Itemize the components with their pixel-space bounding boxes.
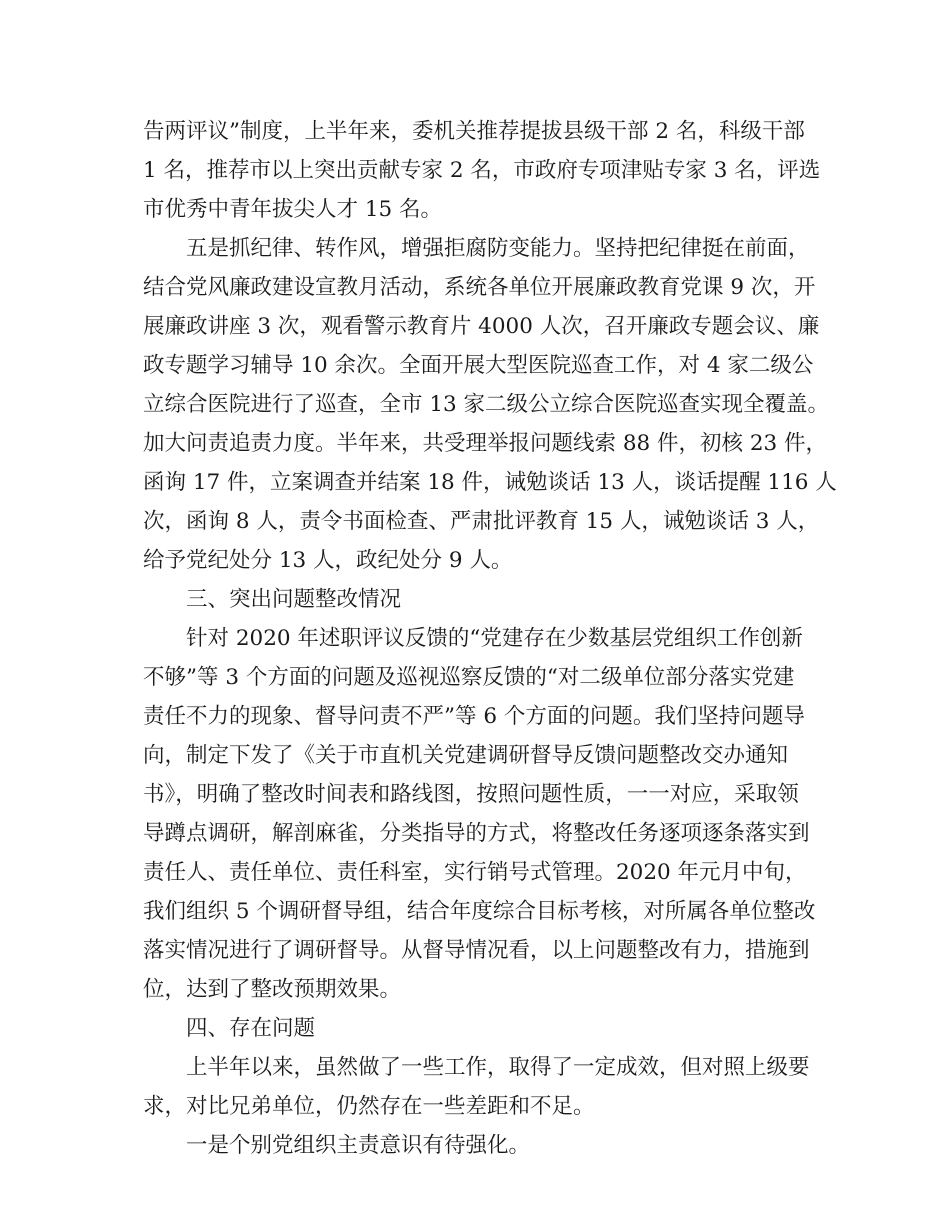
paragraph-rectification bbox=[143, 619, 823, 1009]
text-line: 向，制定下发了《关于市直机关党建调研督导反馈问题整改交办通知 bbox=[143, 743, 789, 768]
text-line: 不够”等 3 个方面的问题及巡视巡察反馈的“对二级单位部分落实党建 bbox=[143, 665, 795, 690]
text-line: 结合党风廉政建设宣教月活动，系统各单位开展廉政教育党课 9 次，开 bbox=[143, 275, 816, 300]
text-line: 五是抓纪律、转作风，增强拒腐防变能力。坚持把纪律挺在前面， bbox=[186, 236, 810, 261]
text-line: 立综合医院进行了巡查，全市 13 家二级公立综合医院巡查实现全覆盖。 bbox=[143, 392, 830, 417]
text-line: 1 名，推荐市以上突出贡献专家 2 名，市政府专项津贴专家 3 名，评选 bbox=[143, 158, 821, 183]
text-line: 责任不力的现象、督导问责不严”等 6 个方面的问题。我们坚持问题导 bbox=[143, 704, 805, 729]
heading-line: 四、存在问题 bbox=[186, 1016, 316, 1041]
text-line: 针对 2020 年述职评议反馈的“党建存在少数基层党组织工作创新 bbox=[186, 626, 803, 651]
paragraph-problems bbox=[143, 1048, 823, 1126]
section-heading-problems bbox=[143, 1009, 823, 1048]
text-line: 函询 17 件，立案调查并结案 18 件，诫勉谈话 13 人，谈话提醒 116 人 bbox=[143, 470, 837, 495]
paragraph-discipline bbox=[143, 229, 837, 580]
text-line: 次，函询 8 人，责令书面检查、严肃批评教育 15 人，诫勉谈话 3 人， bbox=[143, 509, 820, 534]
text-line: 位，达到了整改预期效果。 bbox=[143, 977, 402, 1002]
text-line: 责任人、责任单位、责任科室，实行销号式管理。2020 年元月中旬， bbox=[143, 860, 807, 885]
section-heading-rectification bbox=[143, 580, 823, 619]
text-line: 展廉政讲座 3 次，观看警示教育片 4000 人次，召开廉政专题会议、廉 bbox=[143, 314, 820, 339]
document-body bbox=[143, 112, 837, 1165]
paragraph-first-problem bbox=[143, 1126, 823, 1165]
text-line: 我们组织 5 个调研督导组，结合年度综合目标考核，对所属各单位整改 bbox=[143, 899, 816, 924]
text-line: 导蹲点调研，解剖麻雀，分类指导的方式，将整改任务逐项逐条落实到 bbox=[143, 821, 810, 846]
text-line: 落实情况进行了调研督导。从督导情况看，以上问题整改有力，措施到 bbox=[143, 938, 810, 963]
text-line: 政专题学习辅导 10 余次。全面开展大型医院巡查工作，对 4 家二级公 bbox=[143, 353, 814, 378]
text-line: 书》，明确了整改时间表和路线图，按照问题性质，一一对应，采取领 bbox=[143, 782, 799, 807]
text-line: 加大问责追责力度。半年来，共受理举报问题线索 88 件，初核 23 件， bbox=[143, 431, 828, 456]
text-line: 一是个别党组织主责意识有待强化。 bbox=[186, 1133, 531, 1158]
text-line: 给予党纪处分 13 人，政纪处分 9 人。 bbox=[143, 548, 513, 573]
text-line: 上半年以来，虽然做了一些工作，取得了一定成效，但对照上级要 bbox=[186, 1055, 810, 1080]
text-line: 求，对比兄弟单位，仍然存在一些差距和不足。 bbox=[143, 1094, 595, 1119]
text-line: 市优秀中青年拔尖人才 15 名。 bbox=[143, 197, 443, 222]
paragraph-continuation bbox=[143, 112, 823, 229]
heading-line: 三、突出问题整改情况 bbox=[186, 587, 402, 612]
text-line: 告两评议”制度，上半年来，委机关推荐提拔县级干部 2 名，科级干部 bbox=[143, 119, 805, 144]
